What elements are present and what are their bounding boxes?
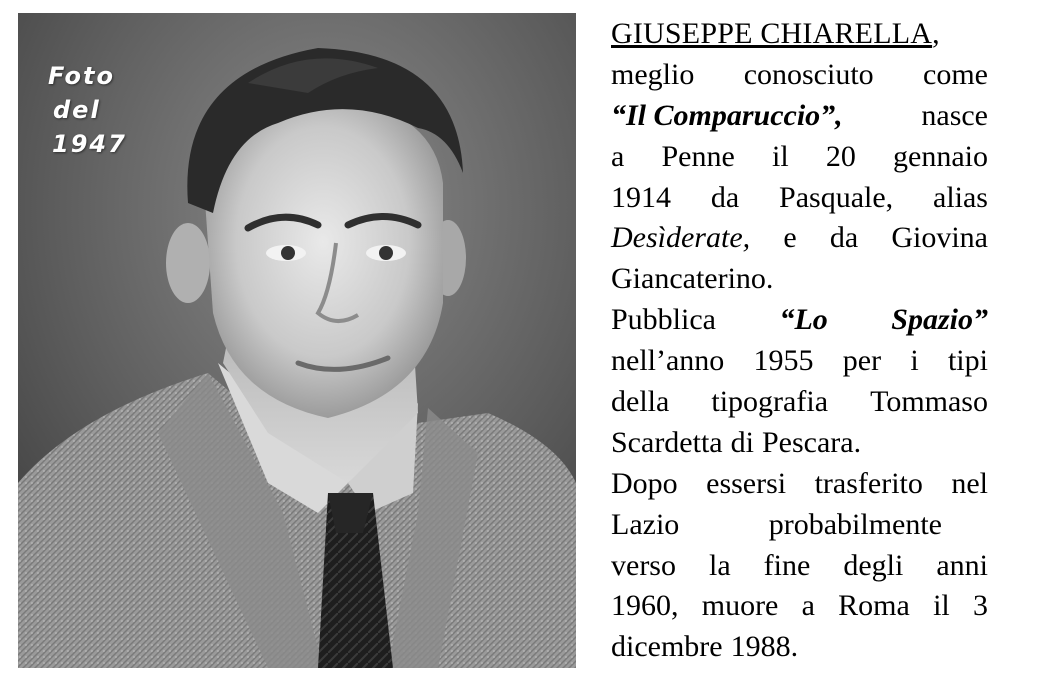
bio-line bbox=[611, 178, 988, 219]
word: 1988. bbox=[730, 630, 799, 664]
caption-line: Foto bbox=[48, 62, 115, 90]
word: il bbox=[933, 589, 950, 623]
word: della bbox=[611, 385, 670, 419]
word: Roma bbox=[838, 589, 910, 623]
word: il bbox=[772, 139, 789, 173]
word: da bbox=[829, 221, 859, 255]
word: a bbox=[611, 139, 625, 173]
word: a bbox=[801, 589, 815, 623]
word: anni bbox=[936, 548, 988, 582]
word: essersi bbox=[706, 466, 787, 500]
word: Lazio bbox=[611, 507, 680, 541]
bio-line bbox=[611, 300, 988, 341]
bio-line bbox=[611, 55, 988, 96]
word: 1960, bbox=[611, 589, 679, 623]
word: da bbox=[710, 180, 740, 214]
word: verso bbox=[611, 548, 676, 582]
bio-line bbox=[611, 464, 988, 505]
word: Scardetta bbox=[611, 425, 723, 459]
biography-text bbox=[611, 14, 988, 668]
word: 1955 bbox=[753, 344, 814, 378]
bio-line bbox=[611, 627, 988, 668]
word: Tommaso bbox=[870, 385, 988, 419]
word: tipi bbox=[947, 344, 988, 378]
word: tipografia bbox=[711, 385, 829, 419]
word: di bbox=[730, 425, 754, 459]
word: e bbox=[783, 221, 797, 255]
word: come bbox=[923, 57, 988, 91]
word: 3 bbox=[972, 589, 988, 623]
word: per bbox=[842, 344, 882, 378]
person-name: GIUSEPPE CHIARELLA bbox=[611, 17, 933, 50]
word: trasferito bbox=[814, 466, 923, 500]
word: dicembre bbox=[611, 630, 723, 664]
word: Pescara. bbox=[761, 425, 862, 459]
word: , bbox=[932, 17, 940, 50]
word: 1914 bbox=[611, 180, 671, 214]
bio-line bbox=[611, 341, 988, 382]
bio-line bbox=[611, 218, 988, 259]
word: Penne bbox=[661, 139, 735, 173]
word: muore bbox=[701, 589, 779, 623]
bio-line bbox=[611, 14, 988, 55]
word: Giancaterino. bbox=[611, 262, 774, 296]
bio-line bbox=[611, 586, 988, 627]
bio-line bbox=[611, 96, 988, 137]
bio-line bbox=[611, 546, 988, 587]
word: Dopo bbox=[611, 466, 678, 500]
photo-caption bbox=[48, 59, 127, 161]
word: meglio bbox=[611, 57, 695, 91]
bio-line bbox=[611, 137, 988, 178]
word: gennaio bbox=[893, 139, 988, 173]
word: Pasquale, bbox=[779, 180, 894, 214]
word: degli bbox=[843, 548, 904, 582]
word: probabilmente bbox=[768, 507, 942, 541]
caption-line: del bbox=[53, 96, 101, 124]
alias: Desìderate, bbox=[611, 221, 751, 255]
word: la bbox=[709, 548, 731, 582]
bio-line bbox=[611, 505, 988, 546]
bio-line bbox=[611, 423, 988, 464]
book-title-part: “Lo bbox=[779, 303, 828, 337]
book-title-part: Spazio” bbox=[891, 303, 988, 337]
word: alias bbox=[933, 180, 988, 214]
word: nasce bbox=[921, 98, 988, 132]
bio-line bbox=[611, 382, 988, 423]
word: fine bbox=[763, 548, 811, 582]
word: conosciuto bbox=[743, 57, 874, 91]
bio-line bbox=[611, 259, 988, 300]
word: 20 bbox=[825, 139, 856, 173]
word: nell’anno bbox=[611, 344, 725, 378]
word: i bbox=[910, 344, 919, 378]
caption-line: 1947 bbox=[52, 130, 127, 158]
word: Pubblica bbox=[611, 303, 716, 337]
word: nel bbox=[951, 466, 988, 500]
word: Giovina bbox=[891, 221, 988, 255]
nickname: “Il Comparuccio”, bbox=[611, 98, 843, 132]
portrait-photo bbox=[18, 13, 576, 668]
